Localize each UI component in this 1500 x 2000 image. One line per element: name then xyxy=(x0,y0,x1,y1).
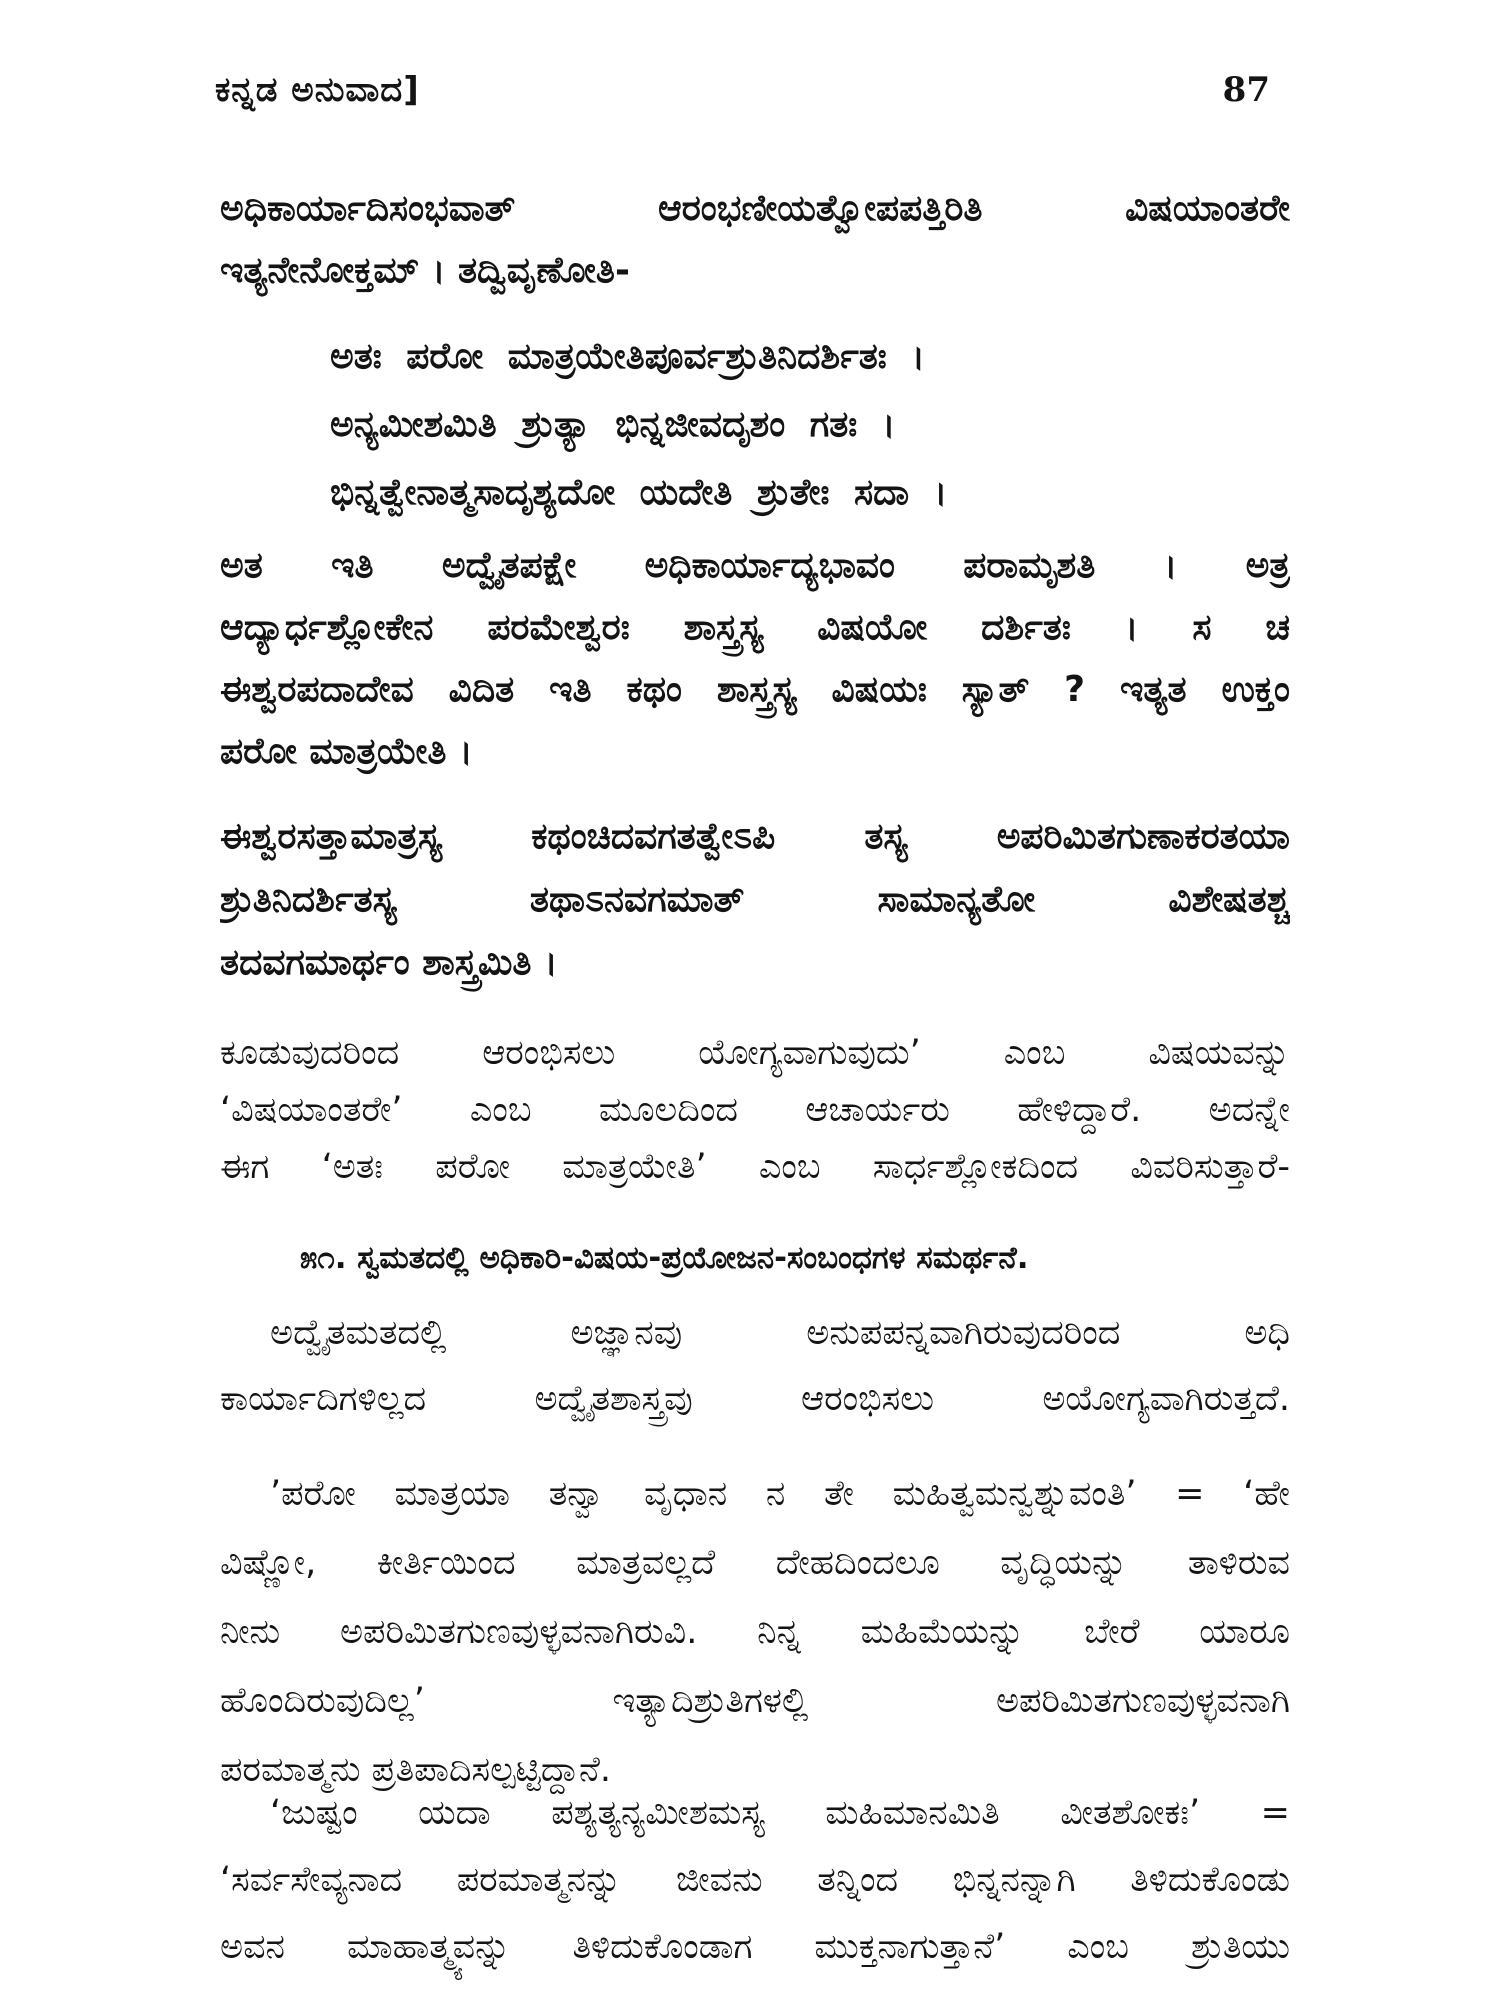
sanskrit-paragraph-1 xyxy=(220,178,1290,302)
text-line: ವಿಷ್ಣೋ, ಕೀರ್ತಿಯಿಂದ ಮಾತ್ರವಲ್ಲದೆ ದೇಹದಿಂದಲೂ ವೃದ್ಧಿಯನ್ನು ತಾಳಿರುವ xyxy=(220,1543,1290,1583)
text-line: ಅಧಿಕಾರ್ಯಾದಿಸಂಭವಾತ್ ಆರಂಭಣೀಯತ್ವೋಪಪತ್ತಿರಿತಿ ವಿಷಯಾಂತರೇ xyxy=(220,188,1290,229)
sanskrit-paragraph-2 xyxy=(220,535,1290,783)
text-line: ’ಪರೋ ಮಾತ್ರಯಾ ತನ್ವಾ ವೃಧಾನ ನ ತೇ ಮಹಿತ್ವಮನ್ವಶ್ನುವಂತಿ’ = ‘ಹೇ xyxy=(270,1474,1290,1514)
verse-block xyxy=(330,323,1230,527)
text-line: ಈಶ್ವರಪದಾದೇವ ವಿದಿತ ಇತಿ ಕಥಂ ಶಾಸ್ತ್ರಸ್ಯ ವಿಷಯಃ ಸ್ಯಾತ್ ? ಇತ್ಯತ ಉಕ್ತಂ xyxy=(220,669,1290,710)
text-line: ‘ವಿಷಯಾಂತರೇ’ ಎಂಬ ಮೂಲದಿಂದ ಆಚಾರ್ಯರು ಹೇಳಿದ್ದಾರೆ. ಅದನ್ನೇ xyxy=(220,1090,1290,1130)
text-line: ನೀನು ಅಪರಿಮಿತಗುಣವುಳ್ಳವನಾಗಿರುವಿ. ನಿನ್ನ ಮಹಿಮೆಯನ್ನು ಬೇರೆ ಯಾರೂ xyxy=(220,1612,1290,1652)
text-line: ಈಶ್ವರಸತ್ತಾಮಾತ್ರಸ್ಯ ಕಥಂಚಿದವಗತತ್ವೇಽಪಿ ತಸ್ಯ ಅಪರಿಮಿತಗುಣಾಕರತಯಾ xyxy=(220,816,1290,857)
text-line: ಕಾರ್ಯಾದಿಗಳಿಲ್ಲದ ಅದ್ವೈತಶಾಸ್ತ್ರವು ಆರಂಭಿಸಲು ಅಯೋಗ್ಯವಾಗಿರುತ್ತದೆ. xyxy=(220,1379,1290,1419)
text-line: ಹೊಂದಿರುವುದಿಲ್ಲ’ ಇತ್ಯಾದಿಶ್ರುತಿಗಳಲ್ಲಿ ಅಪರಿಮಿತಗುಣವುಳ್ಳವನಾಗಿ xyxy=(220,1681,1290,1721)
section-heading: ೫೧. ಸ್ವಮತದಲ್ಲಿ ಅಧಿಕಾರಿ-ವಿಷಯ-ಪ್ರಯೋಜನ-ಸಂಬಂಧಗಳ ಸಮರ್ಥನೆ. xyxy=(300,1240,1029,1276)
kannada-paragraph-4 xyxy=(220,1780,1290,1981)
text-line: ತದವಗಮಾರ್ಥಂ ಶಾಸ್ತ್ರಮಿತಿ । xyxy=(220,942,558,983)
text-line: ‘ಜುಷ್ಟಂ ಯದಾ ಪಶ್ಯತ್ಯನ್ಯಮೀಶಮಸ್ಯ ಮಹಿಮಾನಮಿತಿ ವೀತಶೋಕಃ’ = xyxy=(270,1793,1290,1833)
kannada-paragraph-1 xyxy=(220,1025,1290,1196)
verse-line: ಭಿನ್ನತ್ವೇನಾತ್ಮಸಾದೃಶ್ಯದೋ ಯದೇತಿ ಶ್ರುತೇಃ ಸದಾ । xyxy=(330,472,948,513)
sanskrit-paragraph-3 xyxy=(220,805,1290,994)
text-line: ಪರಮಾತ್ಮನು ಪ್ರತಿಪಾದಿಸಲ್ಪಟ್ಟಿದ್ದಾನೆ. xyxy=(220,1750,612,1790)
text-line: ಅದ್ವೈತಮತದಲ್ಲಿ ಅಜ್ಞಾನವು ಅನುಪಪನ್ನವಾಗಿರುವುದರಿಂದ ಅಧಿ xyxy=(270,1313,1290,1353)
text-line: ಕೂಡುವುದರಿಂದ ಆರಂಭಿಸಲು ಯೋಗ್ಯವಾಗುವುದು’ ಎಂಬ ವಿಷಯವನ್ನು xyxy=(220,1033,1290,1073)
running-title: ಕನ್ನಡ ಅನುವಾದ] xyxy=(215,70,420,110)
kannada-paragraph-2 xyxy=(220,1300,1290,1432)
text-line: ಶ್ರುತಿನಿದರ್ಶಿತಸ್ಯ ತಥಾಽನವಗಮಾತ್ ಸಾಮಾನ್ಯತೋ ವಿಶೇಷತಶ್ಚ xyxy=(220,879,1290,920)
verse-line: ಅತಃ ಪರೋ ಮಾತ್ರಯೇತಿಪೂರ್ವಶ್ರುತಿನಿದರ್ಶಿತಃ । xyxy=(330,336,925,377)
page-number: 87 xyxy=(1222,70,1270,110)
kannada-paragraph-3 xyxy=(220,1460,1290,1805)
text-line: ಪರೋ ಮಾತ್ರಯೇತಿ । xyxy=(220,731,473,772)
text-line: ಈಗ ‘ಅತಃ ಪರೋ ಮಾತ್ರಯೇತಿ’ ಎಂಬ ಸಾರ್ಧಶ್ಲೋಕದಿಂದ ವಿವರಿಸುತ್ತಾರೆ- xyxy=(220,1147,1290,1187)
text-line: ಇತ್ಯನೇನೋಕ್ತಮ್ । ತದ್ವಿವೃಣೋತಿ- xyxy=(220,250,630,291)
text-line: ಅತ ಇತಿ ಅದ್ವೈತಪಕ್ಷೇ ಅಧಿಕಾರ್ಯಾದ್ಯಭಾವಂ ಪರಾಮೃಶತಿ । ಅತ್ರ xyxy=(220,545,1290,586)
text-line: ಆದ್ಯಾರ್ಧಶ್ಲೋಕೇನ ಪರಮೇಶ್ವರಃ ಶಾಸ್ತ್ರಸ್ಯ ವಿಷಯೋ ದರ್ಶಿತಃ । ಸ ಚ xyxy=(220,607,1290,648)
verse-line: ಅನ್ಯಮೀಶಮಿತಿ ಶ್ರುತ್ಯಾ ಭಿನ್ನಜೀವದೃಶಂ ಗತಃ । xyxy=(330,404,896,445)
text-line: ಅವನ ಮಾಹಾತ್ಮ್ಯವನ್ನು ತಿಳಿದುಕೊಂಡಾಗ ಮುಕ್ತನಾಗುತ್ತಾನೆ’ ಎಂಬ ಶ್ರುತಿಯು xyxy=(220,1927,1290,1967)
text-line: ‘ಸರ್ವಸೇವ್ಯನಾದ ಪರಮಾತ್ಮನನ್ನು ಜೀವನು ತನ್ನಿಂದ ಭಿನ್ನನನ್ನಾಗಿ ತಿಳಿದುಕೊಂಡು xyxy=(220,1860,1290,1900)
